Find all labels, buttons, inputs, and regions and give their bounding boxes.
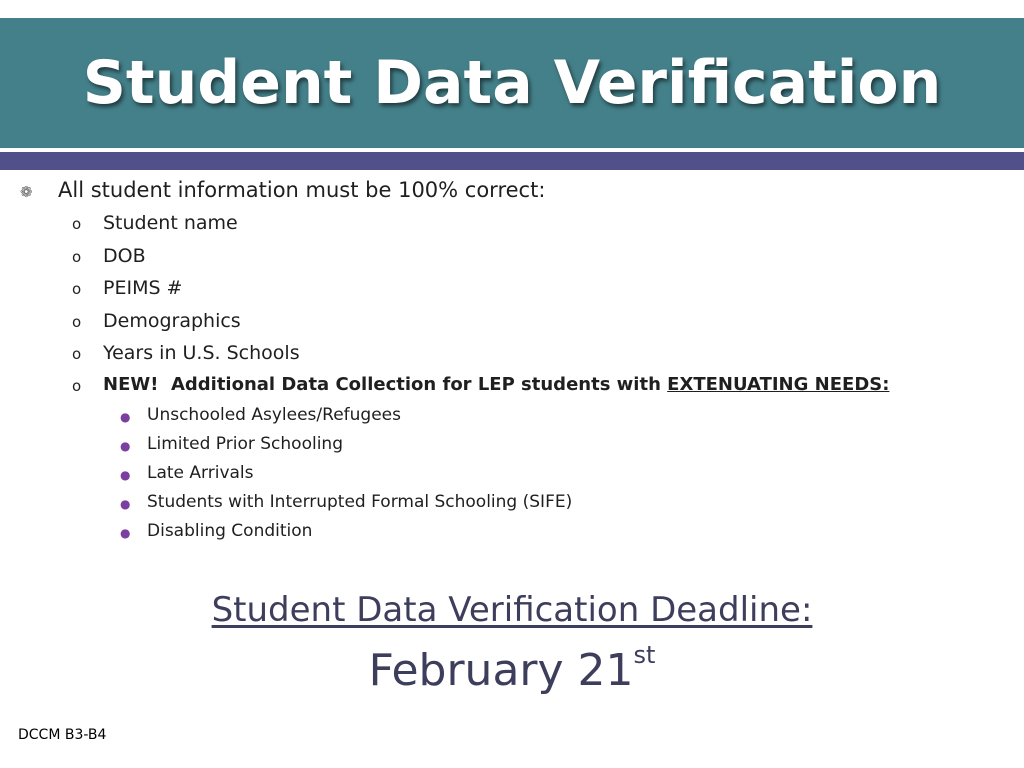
field-item: Years in U.S. Schools: [103, 342, 300, 364]
new-item: [103, 374, 889, 395]
circle-bullet-icon: o: [72, 280, 82, 298]
circle-bullet-icon: o: [72, 248, 82, 266]
title-band: [0, 18, 1024, 148]
dot-bullet-icon: ●: [120, 468, 131, 482]
need-item: Limited Prior Schooling: [147, 434, 343, 454]
field-item: Demographics: [103, 310, 241, 332]
new-item-emphasis: EXTENUATING NEEDS:: [667, 374, 890, 395]
deadline-date: [0, 641, 1024, 696]
deadline-label: [0, 590, 1024, 630]
circle-bullet-icon: o: [72, 215, 82, 233]
dot-bullet-icon: ●: [120, 410, 131, 424]
scroll-bullet-icon: ❁: [20, 183, 33, 201]
dot-bullet-icon: ●: [120, 439, 131, 453]
need-item: Unschooled Asylees/Refugees: [147, 405, 401, 425]
dot-bullet-icon: ●: [120, 497, 131, 511]
field-item: Student name: [103, 212, 238, 234]
new-item-prefix: NEW! Additional Data Collection for LEP students with: [103, 374, 668, 395]
field-item: PEIMS #: [103, 277, 183, 299]
slide-title: Student Data Verification: [82, 48, 942, 118]
deadline-date-text: February 21: [368, 645, 634, 696]
need-item: Late Arrivals: [147, 463, 254, 483]
circle-bullet-icon: o: [72, 313, 82, 331]
dot-bullet-icon: ●: [120, 526, 131, 540]
circle-bullet-icon: o: [72, 377, 82, 395]
field-item: DOB: [103, 245, 146, 267]
deadline-date-suffix: st: [633, 641, 656, 670]
need-item: Students with Interrupted Formal Schooling (SIFE): [147, 492, 573, 512]
main-bullet: All student information must be 100% correct:: [58, 178, 546, 202]
circle-bullet-icon: o: [72, 345, 82, 363]
divider-accent: [0, 152, 1024, 170]
footer-reference: DCCM B3-B4: [18, 727, 107, 743]
need-item: Disabling Condition: [147, 521, 313, 541]
deadline-label-text: Student Data Verification Deadline:: [211, 590, 813, 630]
